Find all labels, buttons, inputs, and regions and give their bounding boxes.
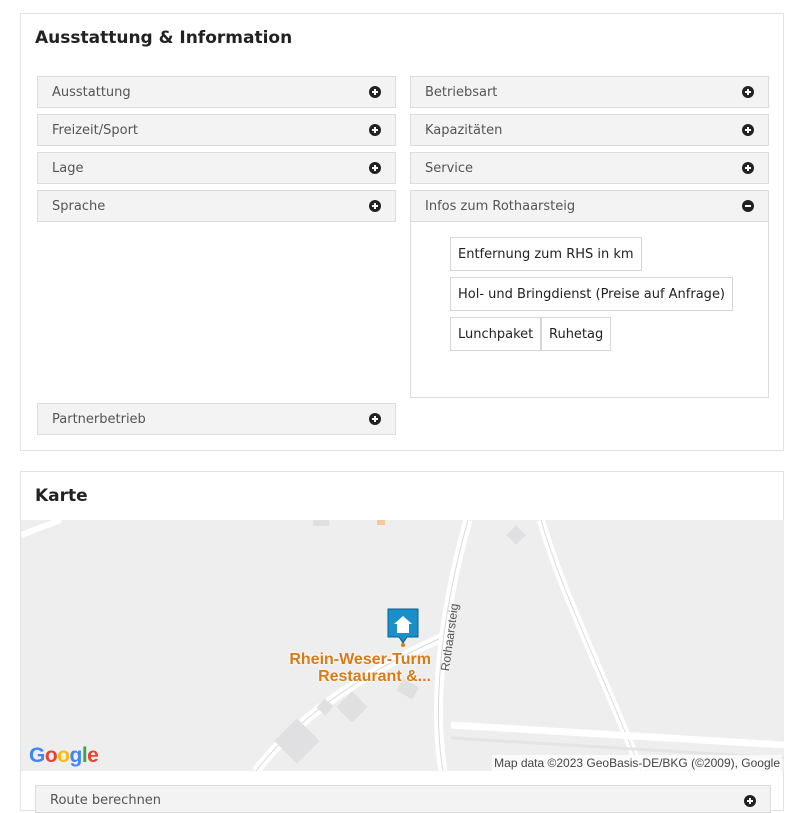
plus-circle-icon [742,162,754,174]
poi-marker[interactable] [386,607,420,647]
tag-entfernung: Entfernung zum RHS in km [450,237,642,271]
google-logo: Google [29,744,99,767]
map-panel-title: Karte [35,486,88,506]
plus-circle-icon [369,413,381,425]
route-button[interactable] [35,785,771,813]
accordion-label: Infos zum Rothaarsteig [425,199,576,214]
tag-hol-bringdienst: Hol- und Bringdienst (Preise auf Anfrage) [450,277,733,311]
house-icon [386,607,420,647]
plus-circle-icon [369,86,381,98]
accordion-label: Ausstattung [52,85,131,100]
accordion-partnerbetrieb[interactable] [37,403,396,435]
info-panel-title: Ausstattung & Information [35,28,293,48]
tag-lunchpaket: Lunchpaket [450,317,541,351]
accordion-kapazitaeten[interactable] [410,114,769,146]
accordion-label: Freizeit/Sport [52,123,139,138]
accordion-freizeit-sport[interactable] [37,114,396,146]
map-attribution[interactable]: Map data ©2023 GeoBasis-DE/BKG (©2009), Google [494,756,780,770]
accordion-infos-rothaarsteig[interactable] [410,190,769,222]
map-view[interactable] [21,520,784,771]
plus-circle-icon [369,162,381,174]
accordion-betriebsart[interactable] [410,76,769,108]
accordion-sprache[interactable] [37,190,396,222]
plus-circle-icon [369,200,381,212]
accordion-label: Lage [52,161,84,176]
accordion-service[interactable] [410,152,769,184]
accordion-label: Kapazitäten [425,123,503,138]
plus-circle-icon [742,124,754,136]
minus-circle-icon [742,200,754,212]
accordion-ausstattung[interactable] [37,76,396,108]
tag-ruhetag: Ruhetag [541,317,611,351]
road-label-rothaarsteig: Rothaarsteig [438,602,462,672]
accordion-label: Service [425,161,474,176]
plus-circle-icon [369,124,381,136]
accordion-label: Sprache [52,199,106,214]
accordion-lage[interactable] [37,152,396,184]
plus-circle-icon [744,795,756,807]
plus-circle-icon [742,86,754,98]
route-button-label: Route berechnen [50,793,162,808]
poi-label-line1: Rhein-Weser-Turm [289,651,431,668]
accordion-label: Partnerbetrieb [52,412,146,427]
accordion-label: Betriebsart [425,85,498,100]
poi-label-line2: Restaurant &... [318,668,431,685]
poi-label [289,651,431,685]
